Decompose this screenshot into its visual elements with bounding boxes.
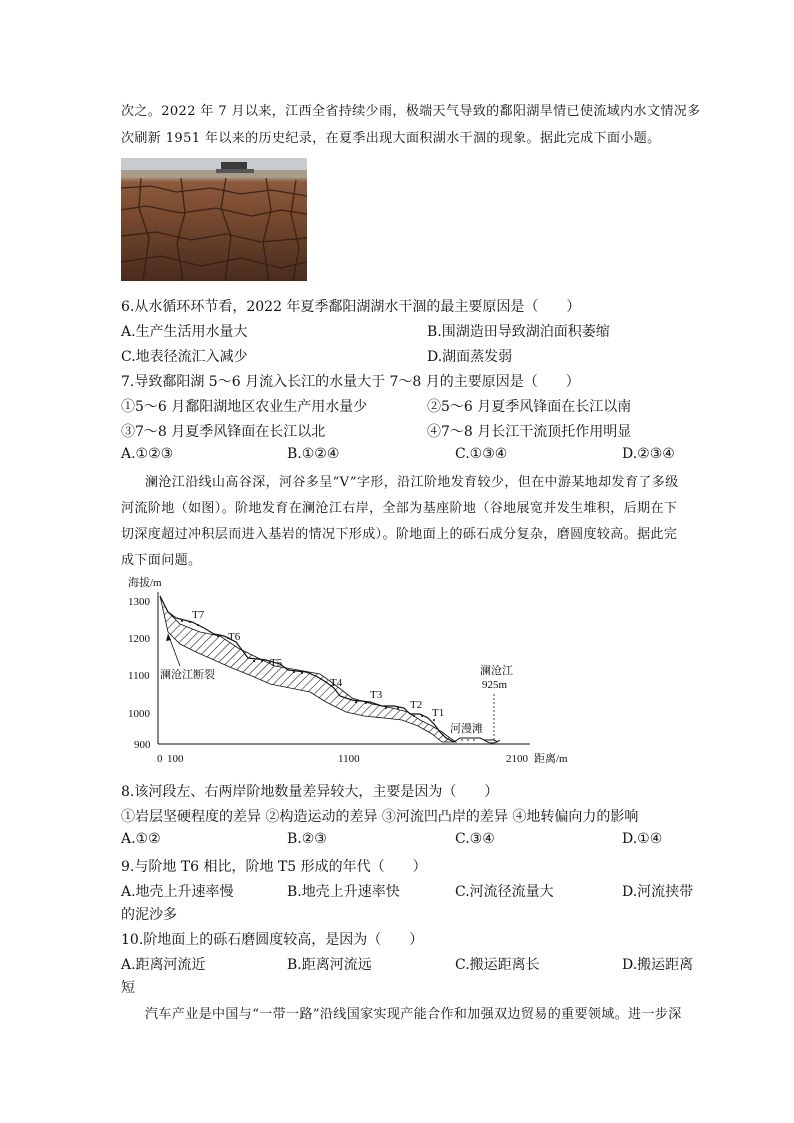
terrace-t5: T5 (270, 657, 283, 669)
terrace-t1: T1 (432, 707, 445, 719)
q8-stem: 8.该河段左、右两岸阶地数量差异较大，主要是因为（ ） (121, 784, 499, 800)
q6-option-c[interactable]: C.地表径流汇入减少 (121, 349, 248, 365)
terrace-t3: T3 (370, 689, 383, 701)
x-tick-2100: 2100 (506, 753, 528, 765)
q10-option-a[interactable]: A.距离河流近 (121, 957, 206, 973)
q6-stem: 6.从水循环环节看，2022 年夏季鄱阳湖湖水干涸的最主要原因是（ ） (121, 299, 581, 315)
intro3-line-1: 汽车产业是中国与“一带一路”沿线国家实现产能合作和加强双边贸易的重要领域。进一步深 (145, 1007, 682, 1022)
q7-statement-3: ③7～8 月夏季风锋面在长江以北 (121, 424, 326, 440)
q7-stem: 7.导致鄱阳湖 5～6 月流入长江的水量大于 7～8 月的主要原因是（ ） (121, 374, 580, 390)
q9-option-c[interactable]: C.河流径流量大 (455, 884, 554, 900)
terrace-t4: T4 (330, 677, 343, 689)
intro-line-1: 次之。2022 年 7 月以来，江西全省持续少雨，极端天气导致的鄱阳湖旱情已使流域内水文情况多 (121, 104, 701, 119)
q7-option-c[interactable]: C.①③④ (455, 446, 508, 462)
dry-lakebed-photo (121, 158, 307, 281)
intro-line-2: 次刷新 1951 年以来的历史纪录，在夏季出现大面积湖水干涸的现象。据此完成下面小题。 (121, 131, 661, 146)
intro2-line-4: 成下面问题。 (121, 553, 202, 568)
y-tick-1100: 1100 (128, 670, 150, 682)
q8-option-c[interactable]: C.③④ (455, 831, 495, 847)
q7-option-a[interactable]: A.①②③ (121, 446, 174, 462)
intro2-line-3: 切深度超过冲积层而进入基岩的情况下形成）。阶地面上的砾石成分复杂，磨圆度较高。据此完 (121, 527, 678, 542)
q9-option-d-continued: 的泥沙多 (121, 907, 177, 923)
x-tick-100: 100 (167, 753, 184, 765)
q6-option-d[interactable]: D.湖面蒸发弱 (427, 349, 513, 365)
q7-statement-2: ②5～6 月夏季风锋面在长江以南 (427, 399, 632, 415)
x-axis-title: 距离/m (534, 753, 568, 765)
q9-option-d[interactable]: D.河流挟带 (622, 884, 694, 900)
q7-option-d[interactable]: D.②③④ (622, 446, 675, 462)
q9-stem: 9.与阶地 T6 相比，阶地 T5 形成的年代（ ） (121, 859, 427, 875)
q8-option-a[interactable]: A.①② (121, 831, 161, 847)
x-tick-1100: 1100 (338, 753, 360, 765)
q7-statement-4: ④7～8 月长江干流顶托作用明显 (427, 424, 632, 440)
q10-option-d[interactable]: D.搬运距离 (622, 957, 694, 973)
y-tick-1300: 1300 (128, 596, 150, 608)
q8-reasons: ①岩层坚硬程度的差异 ②构造运动的差异 ③河流凹凸岸的差异 ④地转偏向力的影响 (121, 809, 639, 825)
y-axis-title: 海拔/m (128, 577, 162, 589)
x-tick-0: 0 (157, 753, 163, 765)
river-level-label: 925m (482, 679, 508, 691)
q7-option-b[interactable]: B.①②④ (287, 446, 340, 462)
river-terrace-diagram (120, 574, 590, 774)
y-tick-1000: 1000 (128, 708, 150, 720)
q8-option-b[interactable]: B.②③ (287, 831, 327, 847)
y-tick-900: 900 (134, 739, 151, 751)
terrace-t6: T6 (228, 631, 241, 643)
q10-stem: 10.阶地面上的砾石磨圆度较高，是因为（ ） (121, 932, 424, 948)
q8-option-d[interactable]: D.①④ (622, 831, 663, 847)
intro2-line-2: 河流阶地（如图）。阶地发育在澜沧江右岸，全部为基座阶地（谷地展宽并发生堆积，后期在下 (121, 501, 678, 516)
q10-option-b[interactable]: B.距离河流远 (287, 957, 372, 973)
q10-option-d-continued: 短 (121, 980, 135, 996)
terrace-t2: T2 (410, 699, 423, 711)
y-tick-1200: 1200 (128, 633, 150, 645)
q9-option-b[interactable]: B.地壳上升速率快 (287, 884, 400, 900)
q6-option-b[interactable]: B.围湖造田导致湖泊面积萎缩 (427, 324, 610, 340)
q9-option-a[interactable]: A.地壳上升速率慢 (121, 884, 234, 900)
floodplain-label: 河漫滩 (450, 723, 483, 735)
terrace-t7: T7 (192, 609, 205, 621)
fault-label: 澜沧江断裂 (160, 669, 215, 681)
q6-option-a[interactable]: A.生产生活用水量大 (121, 324, 248, 340)
q7-statement-1: ①5～6 月鄱阳湖地区农业生产用水量少 (121, 399, 368, 415)
q10-option-c[interactable]: C.搬运距离长 (455, 957, 540, 973)
river-label: 澜沧江 (480, 665, 513, 677)
intro2-line-1: 澜沧江沿线山高谷深，河谷多呈“V”字形，沿江阶地发育较少，但在中游某地却发育了多级 (145, 475, 679, 490)
